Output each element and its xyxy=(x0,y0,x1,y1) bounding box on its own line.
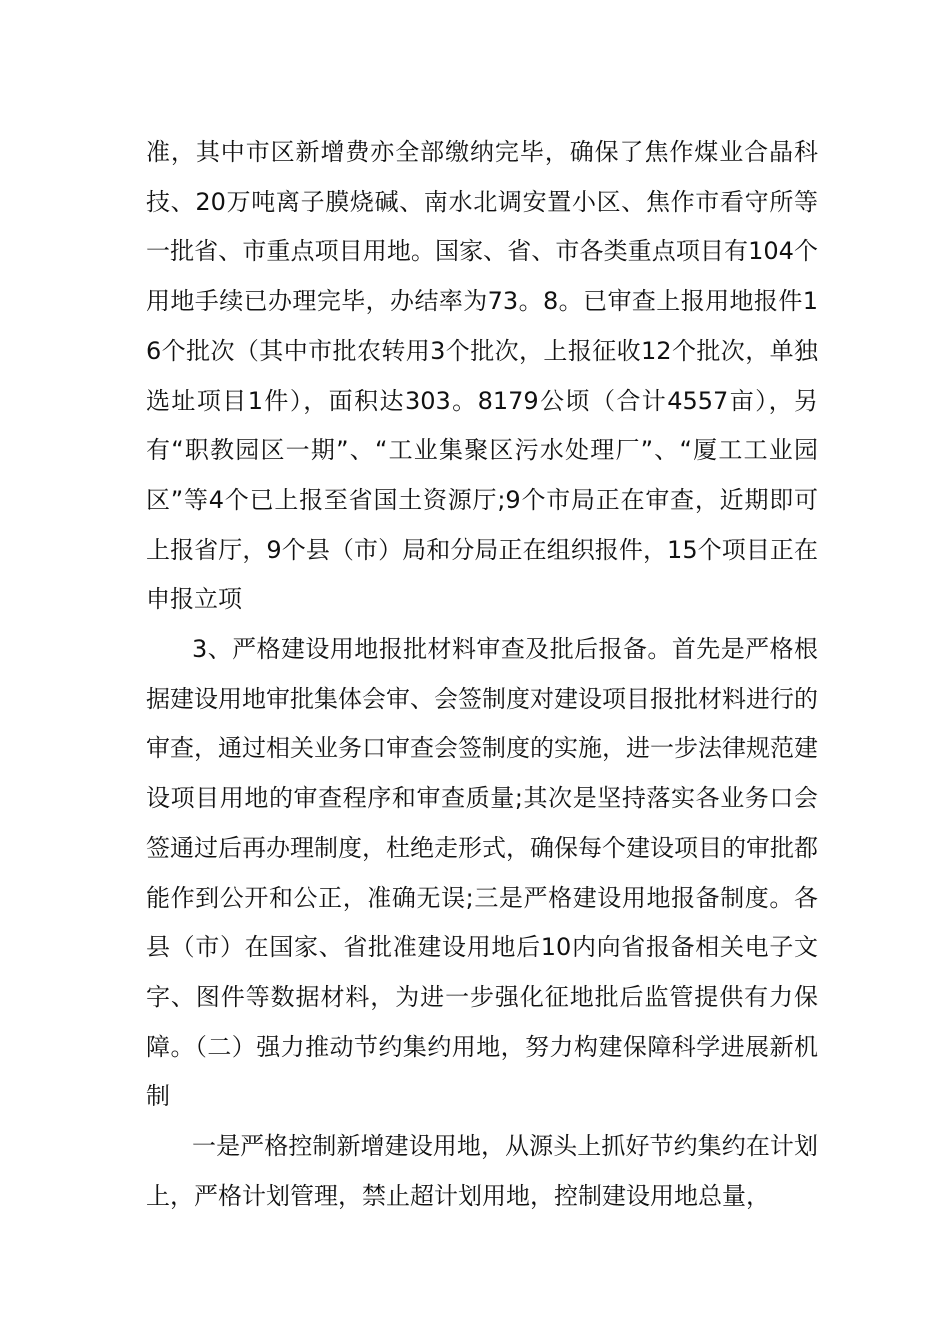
paragraph-3: 一是严格控制新增建设用地，从源头上抓好节约集约在计划上，严格计划管理，禁止超计划用地，控制建设用地总量， xyxy=(146,1132,818,1210)
document-body xyxy=(146,128,818,1221)
paragraph-2: 3、严格建设用地报批材料审查及批后报备。首先是严格根据建设用地审批集体会审、会签制度对建设项目报批材料进行的审查，通过相关业务口审查会签制度的实施，进一步法律规范建设项目用地的审查程序和审查质量;其次是坚持落实各业务口会签通过后再办理制度，杜绝走形式，确保每个建设项目的审批都能作到公开和公正，准确无误;三是严格建设用地报备制度。各县（市）在国家、省批准建设用地后10内向省报备相关电子文字、图件等数据材料，为进一步强化征地批后监管提供有力保障。（二）强力推动节约集约用地，努力构建保障科学进展新机制 xyxy=(146,635,818,1111)
paragraph-1: 准，其中市区新增费亦全部缴纳完毕，确保了焦作煤业合晶科技、20万吨离子膜烧碱、南水北调安置小区、焦作市看守所等一批省、市重点项目用地。国家、省、市各类重点项目有104个用地手续已办理完毕，办结率为73。8。已审查上报用地报件16个批次（其中市批农转用3个批次，上报征收12个批次，单独选址项目1件），面积达303。8179公顷（合计4557亩），另有“职教园区一期”、“工业集聚区污水处理厂”、“厦工工业园区”等4个已上报至省国土资源厅;9个市局正在审查，近期即可上报省厅，9个县（市）局和分局正在组织报件，15个项目正在申报立项 xyxy=(146,138,818,614)
